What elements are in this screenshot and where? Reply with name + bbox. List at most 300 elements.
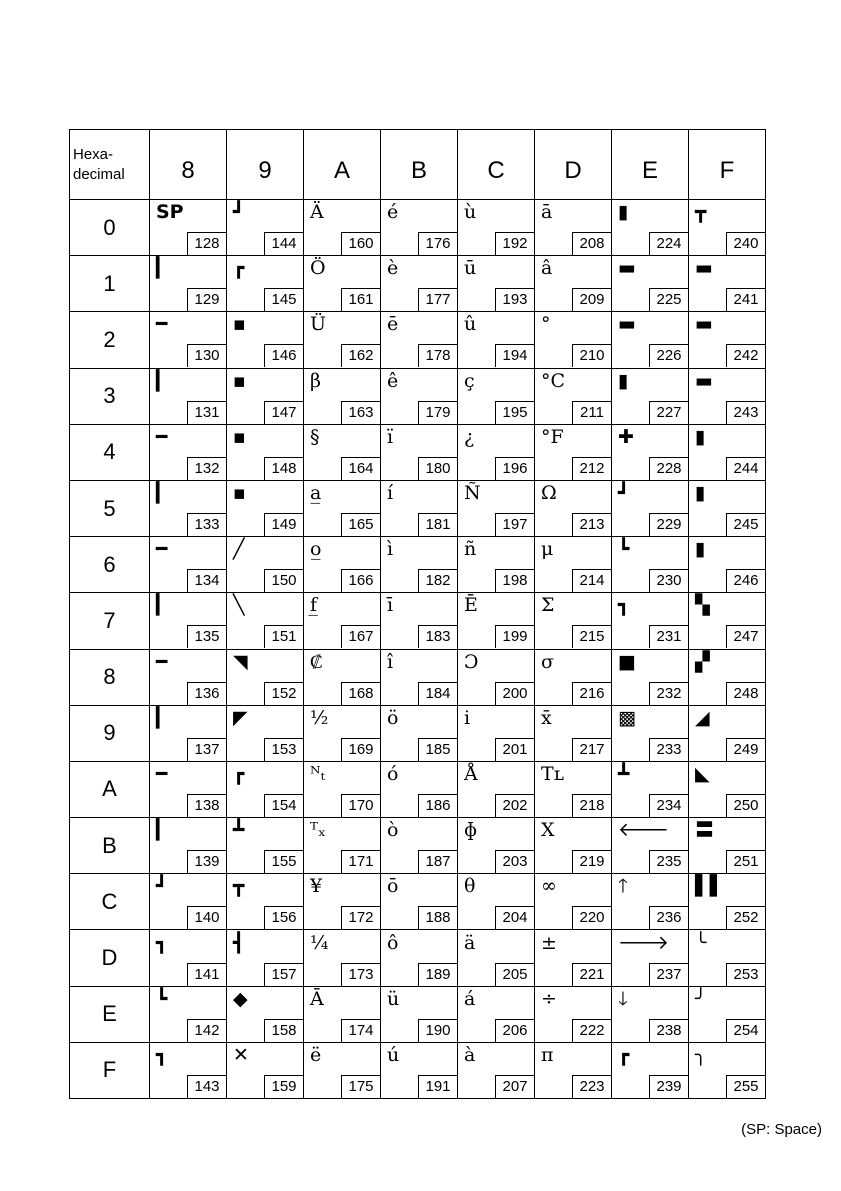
char-cell <box>535 1042 612 1098</box>
char-cell <box>612 930 689 986</box>
char-glyph: ┓ <box>618 594 630 617</box>
char-cell <box>381 480 458 536</box>
char-glyph: è <box>387 257 399 280</box>
decimal-code-box: 140 <box>187 906 226 929</box>
char-cell <box>304 256 381 312</box>
char-cell <box>535 705 612 761</box>
char-glyph: ✚ <box>618 425 634 448</box>
table-row <box>70 256 766 312</box>
decimal-code-box: 176 <box>418 232 457 255</box>
char-glyph: ┻ <box>618 762 630 785</box>
char-glyph: ┗ <box>618 538 630 561</box>
char-cell <box>227 256 304 312</box>
char-cell <box>304 930 381 986</box>
char-glyph: ō <box>387 875 399 898</box>
char-glyph: ━ <box>156 650 168 673</box>
char-glyph: ▎ <box>156 257 171 280</box>
decimal-code-box: 128 <box>187 232 226 255</box>
char-glyph: ╱ <box>233 538 245 561</box>
decimal-code-box: 247 <box>726 625 765 648</box>
char-cell <box>689 593 766 649</box>
char-cell <box>458 874 535 930</box>
char-glyph: ä <box>464 931 476 954</box>
char-glyph: ▮ <box>618 369 629 392</box>
char-glyph: Ω <box>541 482 557 505</box>
char-cell <box>150 1042 227 1098</box>
char-glyph: ┻ <box>233 819 245 842</box>
char-cell <box>458 593 535 649</box>
char-cell <box>612 705 689 761</box>
char-cell <box>381 761 458 817</box>
char-cell <box>535 818 612 874</box>
char-glyph: ∞ <box>541 875 557 898</box>
char-cell <box>150 986 227 1042</box>
char-cell <box>458 200 535 256</box>
decimal-code-box: 137 <box>187 738 226 761</box>
char-cell <box>150 368 227 424</box>
decimal-code-box: 220 <box>572 906 611 929</box>
char-glyph: é <box>387 201 399 224</box>
char-cell <box>612 256 689 312</box>
decimal-code-box: 250 <box>726 794 765 817</box>
table-row <box>70 986 766 1042</box>
decimal-code-box: 253 <box>726 963 765 986</box>
char-cell <box>381 593 458 649</box>
decimal-code-box: 135 <box>187 625 226 648</box>
char-glyph: ▪ <box>233 369 246 392</box>
char-cell <box>612 818 689 874</box>
char-glyph: ▌▌ <box>695 875 725 898</box>
char-glyph: ½ <box>310 706 329 729</box>
char-cell <box>612 368 689 424</box>
corner-label-line1: Hexa- <box>73 145 114 163</box>
char-glyph: ñ <box>464 538 477 561</box>
decimal-code-box: 235 <box>649 850 688 873</box>
decimal-code-box: 131 <box>187 401 226 424</box>
char-cell <box>612 593 689 649</box>
decimal-code-box: 184 <box>418 682 457 705</box>
char-cell <box>381 649 458 705</box>
row-header-3: 3 <box>70 368 150 424</box>
char-cell <box>150 818 227 874</box>
decimal-code-box: 193 <box>495 288 534 311</box>
corner-header <box>70 130 150 200</box>
decimal-code-box: 211 <box>572 401 611 424</box>
char-cell <box>227 424 304 480</box>
char-cell <box>227 200 304 256</box>
char-glyph: ━ <box>156 538 168 561</box>
char-glyph: ■ <box>618 650 636 673</box>
decimal-code-box: 216 <box>572 682 611 705</box>
char-cell <box>612 649 689 705</box>
row-header-a: A <box>70 761 150 817</box>
char-cell <box>227 818 304 874</box>
char-glyph: ┓ <box>156 931 168 954</box>
char-glyph: ▎ <box>156 482 171 505</box>
decimal-code-box: 155 <box>264 850 303 873</box>
decimal-code-box: 215 <box>572 625 611 648</box>
table-row <box>70 368 766 424</box>
decimal-code-box: 142 <box>187 1019 226 1042</box>
char-cell <box>381 930 458 986</box>
char-glyph: ū <box>464 257 477 280</box>
char-glyph: 🡓 <box>618 987 628 1010</box>
char-cell <box>227 986 304 1042</box>
decimal-code-box: 156 <box>264 906 303 929</box>
char-cell <box>304 649 381 705</box>
char-cell <box>535 256 612 312</box>
table-row <box>70 818 766 874</box>
decimal-code-box: 180 <box>418 457 457 480</box>
char-cell <box>304 424 381 480</box>
row-header-8: 8 <box>70 649 150 705</box>
char-glyph: ┳ <box>233 875 245 898</box>
decimal-code-box: 181 <box>418 513 457 536</box>
decimal-code-box: 212 <box>572 457 611 480</box>
decimal-code-box: 255 <box>726 1075 765 1098</box>
decimal-code-box: 231 <box>649 625 688 648</box>
decimal-code-box: 168 <box>341 682 380 705</box>
decimal-code-box: 199 <box>495 625 534 648</box>
decimal-code-box: 210 <box>572 344 611 367</box>
char-cell <box>227 480 304 536</box>
char-glyph: ▎ <box>156 594 171 617</box>
char-glyph: ē <box>387 313 399 336</box>
decimal-code-box: 183 <box>418 625 457 648</box>
row-header-4: 4 <box>70 424 150 480</box>
decimal-code-box: 251 <box>726 850 765 873</box>
decimal-code-box: 201 <box>495 738 534 761</box>
decimal-code-box: 167 <box>341 625 380 648</box>
char-glyph: ç <box>464 369 475 392</box>
char-cell <box>535 368 612 424</box>
decimal-code-box: 204 <box>495 906 534 929</box>
char-cell <box>689 986 766 1042</box>
char-cell <box>227 705 304 761</box>
char-glyph: Ü <box>310 313 327 336</box>
table-row <box>70 649 766 705</box>
char-cell <box>150 649 227 705</box>
char-glyph: ┓ <box>156 1043 168 1066</box>
decimal-code-box: 145 <box>264 288 303 311</box>
char-cell <box>150 930 227 986</box>
char-glyph: σ <box>541 650 554 673</box>
char-cell <box>689 705 766 761</box>
char-glyph: ┏ <box>233 762 245 785</box>
decimal-code-box: 209 <box>572 288 611 311</box>
char-glyph: ◤ <box>233 706 248 729</box>
char-cell <box>304 986 381 1042</box>
char-cell <box>150 705 227 761</box>
char-cell <box>535 480 612 536</box>
decimal-code-box: 149 <box>264 513 303 536</box>
char-glyph: á <box>464 987 476 1010</box>
char-cell <box>535 312 612 368</box>
char-cell <box>612 1042 689 1098</box>
char-cell <box>227 368 304 424</box>
char-cell <box>612 312 689 368</box>
char-glyph: ┳ <box>695 201 707 224</box>
table-row <box>70 761 766 817</box>
char-cell <box>535 930 612 986</box>
char-glyph: ▪ <box>233 425 246 448</box>
column-header-f: F <box>689 130 766 200</box>
char-glyph: ━ <box>156 762 168 785</box>
table-row <box>70 930 766 986</box>
decimal-code-box: 219 <box>572 850 611 873</box>
char-glyph: °F <box>541 425 564 448</box>
char-glyph: 🡐 <box>618 819 669 842</box>
table-row <box>70 874 766 930</box>
table-row <box>70 424 766 480</box>
decimal-code-box: 213 <box>572 513 611 536</box>
char-cell <box>689 649 766 705</box>
char-glyph: SP <box>156 201 184 224</box>
char-glyph: ô <box>387 931 399 954</box>
decimal-code-box: 153 <box>264 738 303 761</box>
decimal-code-box: 163 <box>341 401 380 424</box>
decimal-code-box: 200 <box>495 682 534 705</box>
char-cell <box>689 537 766 593</box>
decimal-code-box: 206 <box>495 1019 534 1042</box>
decimal-code-box: 188 <box>418 906 457 929</box>
char-cell <box>458 649 535 705</box>
decimal-code-box: 158 <box>264 1019 303 1042</box>
decimal-code-box: 157 <box>264 963 303 986</box>
decimal-code-box: 190 <box>418 1019 457 1042</box>
char-glyph: o̲ <box>310 538 322 561</box>
char-cell <box>458 424 535 480</box>
char-glyph: ▮ <box>695 425 706 448</box>
char-glyph: β <box>310 369 321 392</box>
char-glyph: ▪ <box>233 482 246 505</box>
char-glyph: ╰ <box>695 931 707 954</box>
table-row <box>70 705 766 761</box>
char-cell <box>458 761 535 817</box>
char-cell <box>227 930 304 986</box>
char-cell <box>612 874 689 930</box>
decimal-code-box: 248 <box>726 682 765 705</box>
char-glyph: ▩ <box>618 706 636 729</box>
table-row <box>70 537 766 593</box>
char-cell <box>304 480 381 536</box>
table-row <box>70 480 766 536</box>
decimal-code-box: 223 <box>572 1075 611 1098</box>
char-cell <box>612 537 689 593</box>
char-glyph: ɸ <box>464 819 478 842</box>
char-cell <box>150 256 227 312</box>
decimal-code-box: 132 <box>187 457 226 480</box>
decimal-code-box: 234 <box>649 794 688 817</box>
decimal-code-box: 134 <box>187 569 226 592</box>
decimal-code-box: 189 <box>418 963 457 986</box>
char-glyph: ā <box>541 201 553 224</box>
char-cell <box>381 874 458 930</box>
decimal-code-box: 172 <box>341 906 380 929</box>
row-header-1: 1 <box>70 256 150 312</box>
char-glyph: Ā <box>310 987 324 1010</box>
column-header-b: B <box>381 130 458 200</box>
char-glyph: Ñ <box>464 482 481 505</box>
row-header-0: 0 <box>70 200 150 256</box>
row-header-c: C <box>70 874 150 930</box>
char-glyph: Ɔ <box>464 650 479 673</box>
char-glyph: ī <box>387 594 394 617</box>
char-glyph: ᴺₜ <box>310 762 326 785</box>
char-cell <box>689 761 766 817</box>
row-header-d: D <box>70 930 150 986</box>
char-glyph: ╯ <box>695 987 707 1010</box>
decimal-code-box: 195 <box>495 401 534 424</box>
decimal-code-box: 202 <box>495 794 534 817</box>
char-cell <box>381 537 458 593</box>
char-glyph: π <box>541 1043 554 1066</box>
decimal-code-box: 218 <box>572 794 611 817</box>
char-glyph: ━ <box>156 425 168 448</box>
decimal-code-box: 221 <box>572 963 611 986</box>
row-header-7: 7 <box>70 593 150 649</box>
char-glyph: ú <box>387 1043 400 1066</box>
char-cell <box>458 818 535 874</box>
char-cell <box>227 312 304 368</box>
char-cell <box>304 368 381 424</box>
decimal-code-box: 228 <box>649 457 688 480</box>
char-cell <box>535 986 612 1042</box>
decimal-code-box: 227 <box>649 401 688 424</box>
char-glyph: § <box>310 425 320 448</box>
decimal-code-box: 208 <box>572 232 611 255</box>
decimal-code-box: 130 <box>187 344 226 367</box>
char-cell <box>304 312 381 368</box>
char-cell <box>381 986 458 1042</box>
char-glyph: ┛ <box>618 482 630 505</box>
table-row <box>70 312 766 368</box>
char-glyph: ┗ <box>156 987 168 1010</box>
char-glyph: î <box>387 650 394 673</box>
decimal-code-box: 245 <box>726 513 765 536</box>
row-header-b: B <box>70 818 150 874</box>
char-cell <box>150 480 227 536</box>
char-cell <box>458 1042 535 1098</box>
char-cell <box>227 761 304 817</box>
char-glyph: X <box>541 819 555 842</box>
char-cell <box>612 200 689 256</box>
char-glyph: ┫ <box>233 931 245 954</box>
decimal-code-box: 240 <box>726 232 765 255</box>
decimal-code-box: 165 <box>341 513 380 536</box>
char-glyph: ¼ <box>310 931 329 954</box>
decimal-code-box: 164 <box>341 457 380 480</box>
char-glyph: ▮ <box>695 538 706 561</box>
decimal-code-box: 214 <box>572 569 611 592</box>
char-cell <box>535 874 612 930</box>
char-cell <box>304 818 381 874</box>
decimal-code-box: 238 <box>649 1019 688 1042</box>
decimal-code-box: 152 <box>264 682 303 705</box>
char-glyph: û <box>464 313 477 336</box>
char-cell <box>458 986 535 1042</box>
decimal-code-box: 143 <box>187 1075 226 1098</box>
row-header-6: 6 <box>70 537 150 593</box>
char-cell <box>150 424 227 480</box>
char-cell <box>689 200 766 256</box>
char-glyph: ┏ <box>233 257 245 280</box>
row-header-2: 2 <box>70 312 150 368</box>
char-glyph: ◥ <box>233 650 248 673</box>
char-glyph: ▬ <box>618 257 636 280</box>
decimal-code-box: 139 <box>187 850 226 873</box>
char-glyph: ▎ <box>156 706 171 729</box>
column-header-d: D <box>535 130 612 200</box>
char-cell <box>227 1042 304 1098</box>
char-glyph: ù <box>464 201 477 224</box>
decimal-code-box: 226 <box>649 344 688 367</box>
char-glyph: ¥ <box>310 875 323 898</box>
char-cell <box>304 1042 381 1098</box>
char-cell <box>689 256 766 312</box>
decimal-code-box: 178 <box>418 344 457 367</box>
char-cell <box>689 312 766 368</box>
decimal-code-box: 174 <box>341 1019 380 1042</box>
char-glyph: μ <box>541 538 554 561</box>
decimal-code-box: 133 <box>187 513 226 536</box>
decimal-code-box: 129 <box>187 288 226 311</box>
char-cell <box>381 200 458 256</box>
char-cell <box>304 705 381 761</box>
decimal-code-box: 241 <box>726 288 765 311</box>
char-glyph: ◢ <box>695 706 710 729</box>
decimal-code-box: 166 <box>341 569 380 592</box>
decimal-code-box: 182 <box>418 569 457 592</box>
char-cell <box>381 256 458 312</box>
decimal-code-box: 232 <box>649 682 688 705</box>
char-cell <box>150 537 227 593</box>
decimal-code-box: 239 <box>649 1075 688 1098</box>
char-cell <box>535 537 612 593</box>
char-glyph: ¿ <box>464 425 475 448</box>
char-cell <box>227 593 304 649</box>
column-header-e: E <box>612 130 689 200</box>
char-glyph: 🡑 <box>618 875 628 898</box>
decimal-code-box: 197 <box>495 513 534 536</box>
decimal-code-box: 151 <box>264 625 303 648</box>
char-glyph: ó <box>387 762 399 785</box>
decimal-code-box: 186 <box>418 794 457 817</box>
char-glyph: ▞ <box>695 650 710 673</box>
char-cell <box>150 874 227 930</box>
char-glyph: i <box>464 706 471 729</box>
char-cell <box>458 537 535 593</box>
char-cell <box>689 1042 766 1098</box>
decimal-code-box: 162 <box>341 344 380 367</box>
decimal-code-box: 244 <box>726 457 765 480</box>
char-cell <box>381 705 458 761</box>
corner-label-line2: decimal <box>73 165 125 183</box>
char-cell <box>612 480 689 536</box>
char-glyph: °C <box>541 369 566 392</box>
char-cell <box>458 705 535 761</box>
column-header-8: 8 <box>150 130 227 200</box>
char-cell <box>535 761 612 817</box>
char-cell <box>381 424 458 480</box>
row-header-5: 5 <box>70 480 150 536</box>
decimal-code-box: 141 <box>187 963 226 986</box>
char-glyph: f̲ <box>310 594 318 617</box>
decimal-code-box: 203 <box>495 850 534 873</box>
char-cell <box>381 1042 458 1098</box>
decimal-code-box: 147 <box>264 401 303 424</box>
decimal-code-box: 207 <box>495 1075 534 1098</box>
